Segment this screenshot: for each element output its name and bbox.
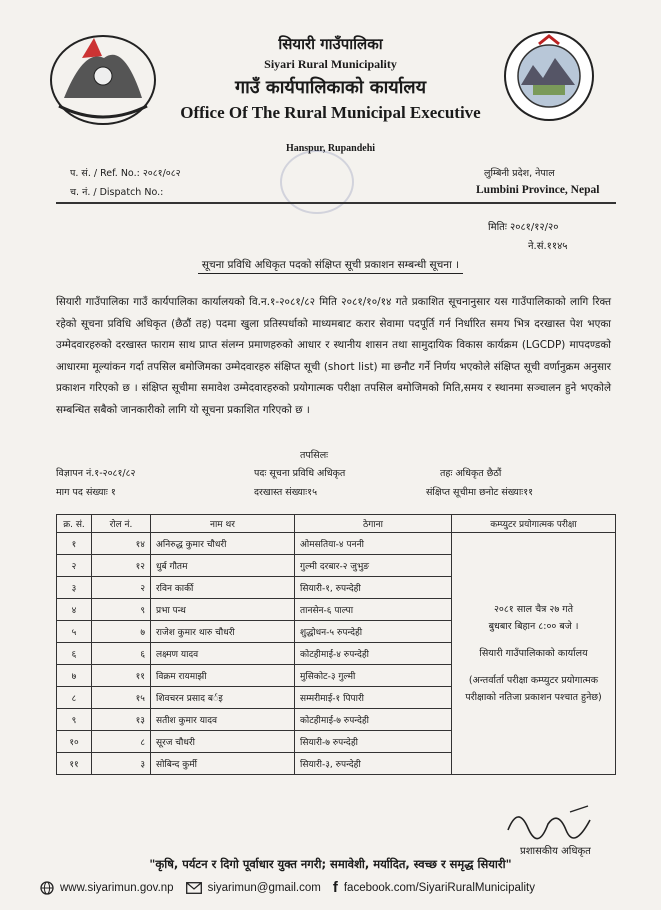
- cell-roll: १३: [92, 709, 151, 731]
- cell-address: मुसिकोट-३ गुल्मी: [295, 665, 452, 687]
- cell-roll: ८: [92, 731, 151, 753]
- cell-sn: ३: [57, 577, 92, 599]
- header-roll: रोल नं.: [92, 515, 151, 533]
- notice-body: सियारी गाउँपालिका गाउँ कार्यपालिका कार्यालयको वि.न.१-२०८१/८२ मिति २०८१/१०/१४ गते प्रकाशित सूचनानुसार यस गाउँपालिकाको लागि रिक्त रहेको सूचना प्रविधि अधिकृत (छैठौं तह) पदमा खुला प्रतिस्पर्धाको माध्यमबाट करार सेवामा पदपूर्ति गर्न निर्धारित समय भित्र दरखास्त पेश भएका उम्मेदवारहरुको दरखास्त फाराम साथ प्राप्त संलग्न प्रमाणहरुको आधार र स्थानीय शासन तथा सामुदायिक विकास कार्यक्रम (LGCDP) मापदण्डको आधारमा मूल्यांकन गर्दा तपसिल बमोजिमका उम्मेदवारहरु संक्षिप्त सूची (short list) मा छनौट गर्ने निर्णय भएकोले संक्षिप्त सूची वर्णानुक्रम अनुसार प्रकाशन गरिएको छ । संक्षिप्त सूचीमा समावेश उम्मेदवारहरुको प्रयोगात्मक परीक्षा तपसिल बमोजिमको मिति,समय र स्थानमा सञ्चालन हुने भएकोले सम्बन्धित सबैको जानकारीको लागि यो सूचना प्रकाशित गरिएको छ ।: [56, 296, 611, 416]
- cell-address: सियारी-१, रुपन्देही: [295, 577, 452, 599]
- cell-address: शुद्धोधन-५ रुपन्देही: [295, 621, 452, 643]
- nepal-sambat-date: ने.सं.११४५: [528, 241, 568, 252]
- cell-address: कोटहीमाई-७ रुपन्देही: [295, 709, 452, 731]
- cell-sn: ४: [57, 599, 92, 621]
- cell-name: धुर्ब गौतम: [151, 555, 295, 577]
- header-name: नाम थर: [151, 515, 295, 533]
- province-en: Lumbini Province, Nepal: [476, 184, 600, 196]
- cell-address: सियारी-७ रुपन्देही: [295, 731, 452, 753]
- province-np: लुम्बिनी प्रदेश, नेपाल: [484, 168, 555, 179]
- exam-time: बुधबार बिहान ८:०० बजे ।: [488, 621, 579, 632]
- applicant-count: दरखास्त संख्याः१५: [254, 487, 318, 498]
- cell-address: तानसेन-६ पाल्पा: [295, 599, 452, 621]
- cell-name: अनिरुद्ध कुमार चौधरी: [151, 533, 295, 555]
- cell-roll: १२: [92, 555, 151, 577]
- cell-name: प्रभा पन्थ: [151, 599, 295, 621]
- cell-address: ओमसतिया-४ पननी: [295, 533, 452, 555]
- tapasil-label: तपसिलः: [300, 450, 329, 461]
- cell-sn: २: [57, 555, 92, 577]
- cell-name: सूरज चौधरी: [151, 731, 295, 753]
- cell-roll: ७: [92, 621, 151, 643]
- office-location: Hanspur, Rupandehi: [285, 143, 376, 154]
- office-name-np: गाउँ कार्यपालिकाको कार्यालय: [234, 77, 427, 98]
- header-sn: क्र. सं.: [57, 515, 92, 533]
- website-link[interactable]: www.siyarimun.gov.np: [60, 881, 174, 894]
- table-header-row: [57, 515, 616, 533]
- issue-date: मितिः २०८१/१२/२०: [488, 222, 559, 233]
- motto: "कृषि, पर्यटन र दिगो पूर्वाधार युक्त नगरी; समावेशी, मर्यादित, स्वच्छ र समृद्ध सियारी": [149, 857, 512, 871]
- cell-roll: ३: [92, 753, 151, 775]
- cell-roll: २: [92, 577, 151, 599]
- cell-roll: ११: [92, 665, 151, 687]
- ref-no: [70, 166, 181, 179]
- cell-name: सतीश कुमार यादव: [151, 709, 295, 731]
- header-exam: कम्प्युटर प्रयोगात्मक परीक्षा: [452, 515, 616, 533]
- cell-sn: ६: [57, 643, 92, 665]
- email-link[interactable]: siyarimun@gmail.com: [207, 881, 321, 894]
- municipality-name-en: Siyari Rural Municipality: [264, 57, 397, 71]
- shortlist-table: [56, 514, 616, 775]
- globe-icon: [40, 881, 54, 895]
- signatory-title: प्रशासकीय अधिकृत: [520, 846, 591, 857]
- cell-name: लक्ष्मण यादव: [151, 643, 295, 665]
- header-divider: [56, 202, 616, 204]
- office-stamp: [280, 150, 354, 214]
- cell-sn: ५: [57, 621, 92, 643]
- exam-details: [452, 533, 616, 775]
- cell-roll: १४: [92, 533, 151, 555]
- notice-title-text: सूचना प्रविधि अधिकृत पदको संक्षिप्त सूची प्रकाशन सम्बन्धी सूचना ।: [198, 259, 463, 274]
- cell-sn: ९: [57, 709, 92, 731]
- exam-note: (अन्तर्वार्ता परीक्षा कम्प्युटर प्रयोगात्मक परीक्षाको नतिजा प्रकाशन पश्चात हुनेछ): [465, 675, 602, 703]
- table-row: [57, 533, 616, 555]
- cell-name: रविन कार्की: [151, 577, 295, 599]
- post-count: माग पद संख्याः १: [56, 487, 116, 498]
- header-address: ठेगाना: [295, 515, 452, 533]
- cell-address: कोटहीमाई-४ रुपन्देही: [295, 643, 452, 665]
- notice-title: [0, 258, 661, 272]
- cell-sn: १०: [57, 731, 92, 753]
- municipality-name-np: सियारी गाउँपालिका: [278, 35, 383, 53]
- facebook-icon: f: [332, 879, 338, 896]
- cell-address: सियारी-३, रुपन्देही: [295, 753, 452, 775]
- cell-address: सम्मरीमाई-१ पिपारी: [295, 687, 452, 709]
- cell-sn: ७: [57, 665, 92, 687]
- cell-address: गुल्मी दरबार-२ जुभुङ: [295, 555, 452, 577]
- post-name: पदः सूचना प्रविधि अधिकृत: [254, 468, 346, 479]
- ref-no-label: प. सं. / Ref. No.:: [70, 168, 140, 179]
- cell-sn: ११: [57, 753, 92, 775]
- post-level: तहः अधिकृत छैठौं: [440, 468, 502, 479]
- cell-sn: ८: [57, 687, 92, 709]
- cell-name: शिवचरन प्रसाद बर्इ: [151, 687, 295, 709]
- shortlist-count: संक्षिप्त सूचीमा छनोट संख्याः११: [426, 487, 534, 498]
- facebook-link[interactable]: facebook.com/SiyariRuralMunicipality: [343, 881, 535, 894]
- ref-no-value: २०८१/०८२: [142, 168, 181, 179]
- dispatch-no-label: च. नं. / Dispatch No.:: [70, 187, 164, 198]
- cell-roll: ६: [92, 643, 151, 665]
- cell-name: राजेश कुमार थारु चौधरी: [151, 621, 295, 643]
- cell-name: सोबिन्द कुर्मी: [151, 753, 295, 775]
- email-icon: [186, 882, 202, 894]
- cell-sn: १: [57, 533, 92, 555]
- exam-date: २०८१ साल चैत्र २७ गते: [493, 604, 574, 615]
- exam-venue: सियारी गाउँपालिकाको कार्यालय: [479, 648, 588, 659]
- cell-roll: १५: [92, 687, 151, 709]
- cell-roll: ९: [92, 599, 151, 621]
- footer-contacts: [40, 879, 535, 896]
- office-name-en: Office Of The Rural Municipal Executive: [180, 103, 481, 122]
- cell-name: विक्रम रायमाझी: [151, 665, 295, 687]
- advertisement-no: विज्ञापन नं.१-२०८१/८२: [56, 468, 136, 479]
